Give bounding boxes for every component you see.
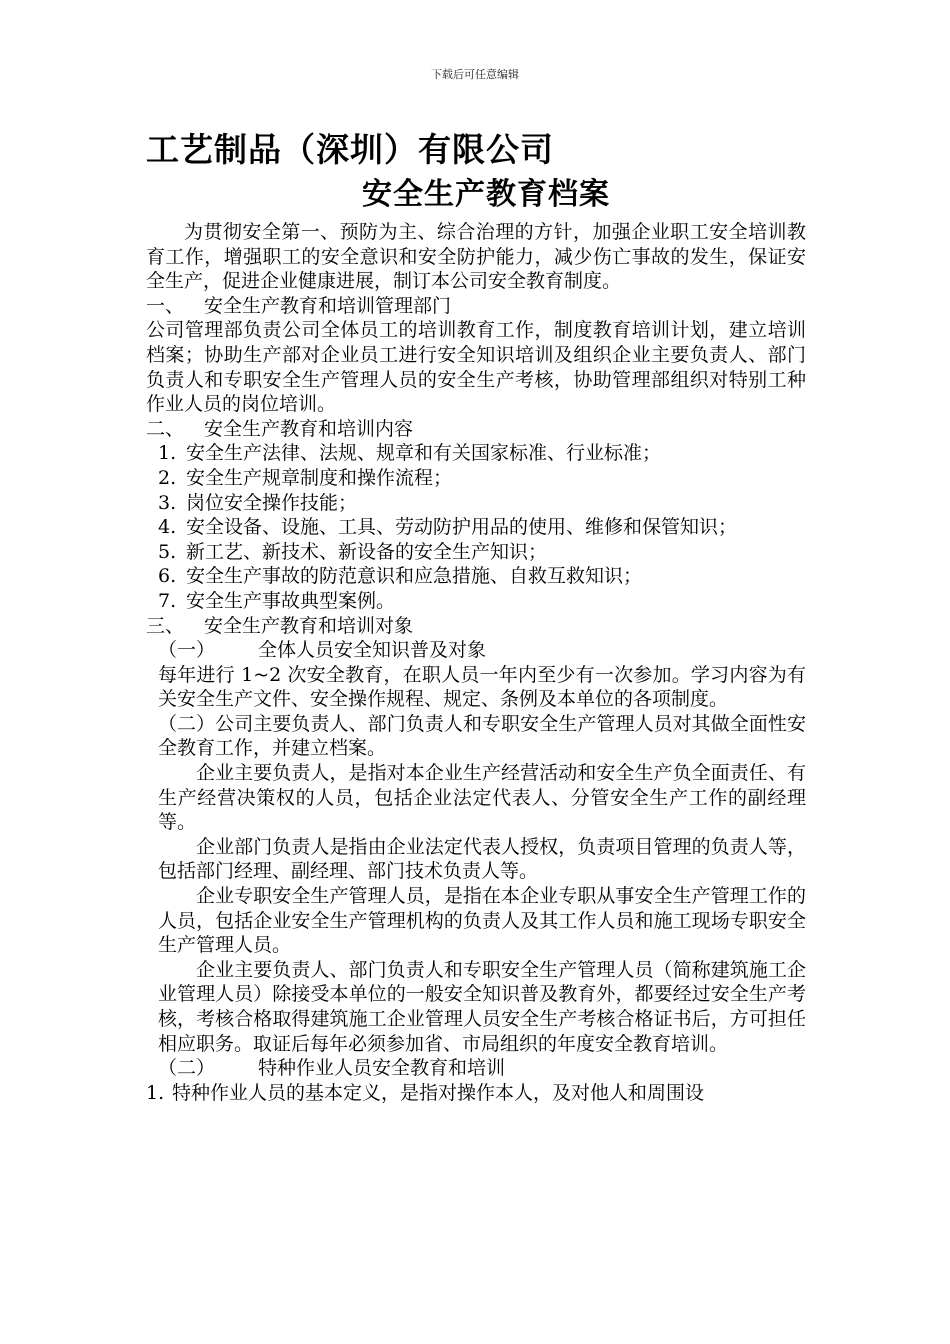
training-content-list (146, 441, 806, 613)
list-item (146, 589, 806, 614)
list-item (146, 441, 806, 466)
document-title: 安全生产教育档案 (362, 177, 610, 212)
section-number: 三、 (146, 614, 185, 637)
section-heading-1 (146, 294, 806, 319)
list-item (146, 466, 806, 491)
special-worker-definition (146, 1081, 806, 1106)
header-note: 下载后可任意编辑 (431, 68, 519, 81)
section-title: 安全生产教育和培训内容 (204, 417, 414, 440)
section-title: 安全生产教育和培训对象 (204, 614, 414, 637)
section-title: 安全生产教育和培训管理部门 (204, 294, 452, 317)
subsection-heading-3 (146, 1056, 806, 1081)
list-number: 4. (158, 516, 177, 539)
section-1-body: 公司管理部负责公司全体员工的培训教育工作，制度教育培训计划，建立培训档案；协助生产部对企业员工进行安全知识培训及组织企业主要负责人、部门负责人和专职安全生产管理人员的安全生产考核，协助管理部组织对特别工种作业人员的岗位培训。 (146, 319, 806, 416)
subsection-title: 特种作业人员安全教育和培训 (258, 1057, 506, 1080)
section-heading-3 (146, 614, 806, 639)
company-name: 工艺制品（深圳）有限公司 (146, 130, 554, 169)
section-number: 一、 (146, 294, 185, 317)
list-number: 3. (158, 491, 177, 514)
list-number: 2. (158, 466, 177, 489)
list-text: 安全生产事故的防范意识和应急措施、自救互救知识； (186, 565, 643, 588)
subsection-1-body: 每年进行 1~2 次安全教育，在职人员一年内至少有一次参加。学习内容为有关安全生产文件、安全操作规程、规定、条例及本单位的各项制度。 (158, 663, 806, 711)
section-number: 二、 (146, 417, 185, 440)
list-number: 6. (158, 565, 177, 588)
list-item (146, 564, 806, 589)
subsection-heading-1 (146, 638, 806, 663)
assessment-requirement: 企业主要负责人、部门负责人和专职安全生产管理人员（简称建筑施工企业管理人员）除接受本单位的一般安全知识普及教育外，都要经过安全生产考核，考核合格取得建筑施工企业管理人员安全生产考核合格证书后，方可担任相应职务。取证后每年必须参加省、市局组织的年度安全教育培训。 (158, 958, 806, 1055)
subsection-2-text: （二）公司主要负责人、部门负责人和专职安全生产管理人员对其做全面性安全教育工作，并建立档案。 (158, 712, 806, 760)
list-text: 新工艺、新技术、新设备的安全生产知识； (186, 540, 548, 563)
list-number: 5. (158, 540, 177, 563)
item-number: 1. (146, 1081, 165, 1104)
list-number: 1. (158, 442, 177, 465)
item-text: 特种作业人员的基本定义，是指对操作本人，及对他人和周围设 (172, 1081, 705, 1104)
document-body (146, 128, 806, 1105)
list-text: 安全生产事故典型案例。 (186, 589, 396, 612)
section-heading-2 (146, 417, 806, 442)
subsection-number: （二） (158, 1057, 216, 1080)
definition-safety-manager: 企业专职安全生产管理人员，是指在本企业专职从事安全生产管理工作的人员，包括企业安全生产管理机构的负责人及其工作人员和施工现场专职安全生产管理人员。 (158, 885, 806, 957)
definition-main-leader: 企业主要负责人，是指对本企业生产经营活动和安全生产负全面责任、有生产经营决策权的人员，包括企业法定代表人、分管安全生产工作的副经理等。 (158, 762, 806, 834)
list-item (146, 515, 806, 540)
subsection-number: （一） (158, 639, 216, 662)
list-text: 安全生产规章制度和操作流程； (186, 466, 453, 489)
list-item (146, 540, 806, 565)
list-text: 岗位安全操作技能； (186, 491, 358, 514)
list-number: 7. (158, 589, 177, 612)
definition-department-leader: 企业部门负责人是指由企业法定代表人授权，负责项目管理的负责人等，包括部门经理、副经理、部门技术负责人等。 (158, 835, 806, 883)
subsection-title: 全体人员安全知识普及对象 (258, 639, 487, 662)
intro-paragraph: 为贯彻安全第一、预防为主、综合治理的方针，加强企业职工安全培训教育工作，增强职工的安全意识和安全防护能力，减少伤亡事故的发生，保证安全生产，促进企业健康进展，制订本公司安全教育制度。 (146, 221, 806, 293)
list-text: 安全设备、设施、工具、劳动防护用品的使用、维修和保管知识； (186, 516, 738, 539)
list-item (146, 491, 806, 516)
list-text: 安全生产法律、法规、规章和有关国家标准、行业标准； (186, 442, 662, 465)
